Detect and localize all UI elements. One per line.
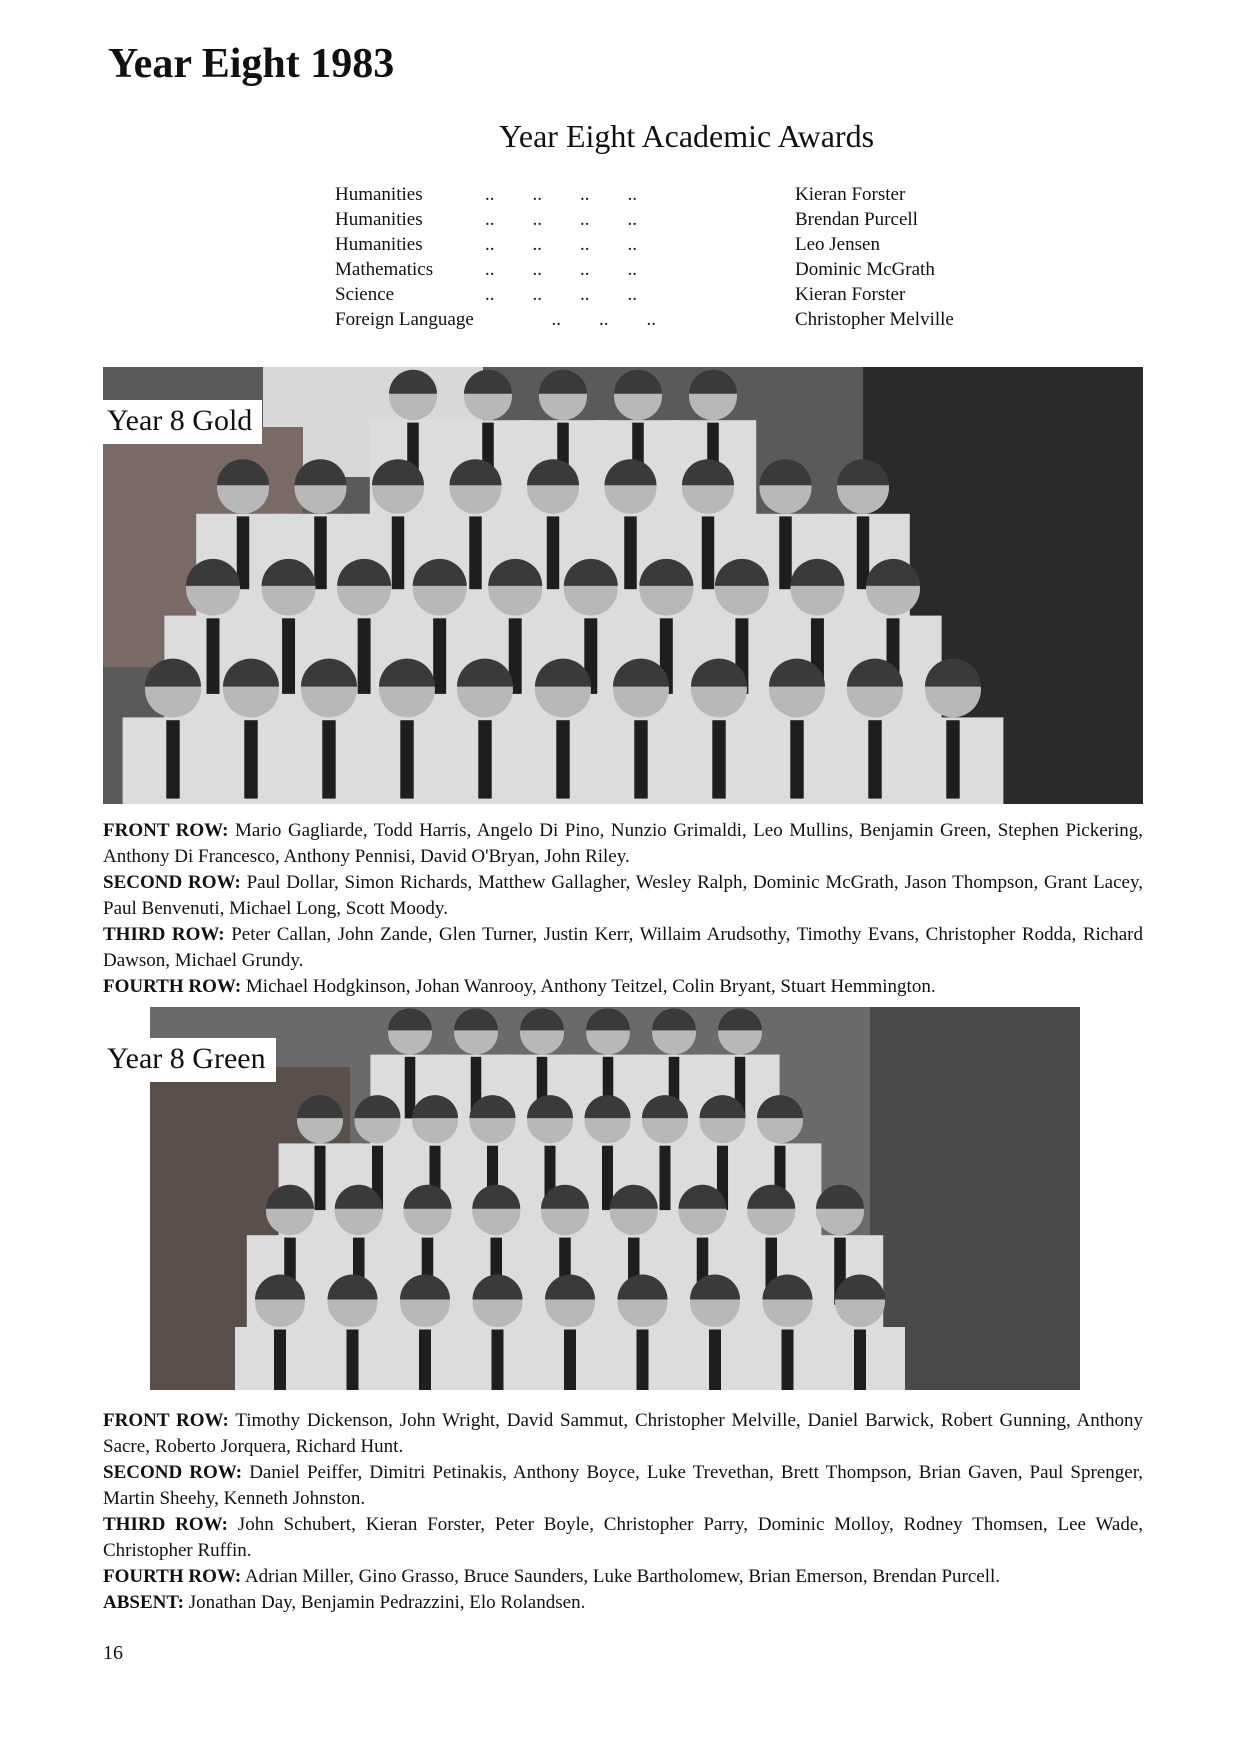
caption-gold [103,818,1143,1000]
caption-row-names: Timothy Dickenson, John Wright, David Sammut, Christopher Melville, Daniel Barwick, Robert Gunning, Anthony Sacre, Roberto Jorquera, Richard Hunt. [103,1410,1143,1457]
caption-row [103,974,1143,1000]
caption-row [103,818,1143,870]
caption-row-heading: ABSENT: [103,1592,184,1613]
caption-row [103,1590,1143,1616]
award-row [335,257,1055,282]
group-photo-green-illustration [150,1007,1080,1390]
caption-row-heading: THIRD ROW: [103,924,225,945]
award-winner: Kieran Forster [795,284,906,305]
photo-label-gold: Year 8 Gold [103,400,262,444]
award-leader-dots: .. .. .. .. [485,284,637,305]
caption-row-names: Mario Gagliarde, Todd Harris, Angelo Di Pino, Nunzio Grimaldi, Leo Mullins, Benjamin Green, Stephen Pickering, Anthony Di Francesco, Anthony Pennisi, David O'Bryan, John Riley. [103,820,1144,867]
award-subject: Foreign Language [335,309,474,330]
caption-row-heading: FOURTH ROW: [103,1566,242,1587]
caption-row [103,1460,1143,1512]
award-subject: Humanities [335,209,423,230]
caption-row [103,870,1143,922]
award-row [335,307,1055,332]
award-row [335,207,1055,232]
caption-row [103,1564,1143,1590]
award-subject: Mathematics [335,259,434,280]
award-subject: Humanities [335,184,423,205]
award-leader-dots: .. .. .. .. [485,209,637,230]
award-winner: Christopher Melville [795,309,954,330]
caption-row-heading: THIRD ROW: [103,1514,228,1535]
caption-row-names: Paul Dollar, Simon Richards, Matthew Gallagher, Wesley Ralph, Dominic McGrath, Jason Thompson, Grant Lacey, Paul Benvenuti, Michael Long, Scott Moody. [103,872,1143,919]
caption-row-names: Adrian Miller, Gino Grasso, Bruce Saunders, Luke Bartholomew, Brian Emerson, Brendan Purcell. [244,1566,1001,1587]
caption-row-heading: SECOND ROW: [103,1462,243,1483]
caption-row [103,1512,1143,1564]
award-row [335,232,1055,257]
photo-label-green: Year 8 Green [103,1038,276,1082]
caption-row [103,922,1143,974]
award-winner: Leo Jensen [795,234,880,255]
caption-row-heading: SECOND ROW: [103,872,241,893]
award-leader-dots: .. .. .. .. [485,234,637,255]
award-leader-dots: .. .. .. [485,309,656,330]
caption-row-heading: FRONT ROW: [103,1410,229,1431]
award-leader-dots: .. .. .. .. [485,184,637,205]
award-leader-dots: .. .. .. .. [485,259,637,280]
caption-row-names: John Schubert, Kieran Forster, Peter Boyle, Christopher Parry, Dominic Molloy, Rodney Thomsen, Lee Wade, Christopher Ruffin. [103,1514,1144,1561]
award-winner: Brendan Purcell [795,209,918,230]
award-row [335,182,1055,207]
awards-title: Year Eight Academic Awards [498,118,875,154]
awards-table [335,182,1055,332]
award-row [335,282,1055,307]
caption-row [103,1408,1143,1460]
award-winner: Dominic McGrath [795,259,935,280]
caption-row-names: Peter Callan, John Zande, Glen Turner, Justin Kerr, Willaim Arudsothy, Timothy Evans, Christopher Rodda, Richard Dawson, Michael Grundy. [103,924,1143,971]
class-photo-green [150,1007,1080,1390]
caption-green [103,1408,1143,1616]
award-winner: Kieran Forster [795,184,906,205]
caption-row-heading: FOURTH ROW: [103,976,242,997]
award-subject: Science [335,284,395,305]
caption-row-names: Michael Hodgkinson, Johan Wanrooy, Anthony Teitzel, Colin Bryant, Stuart Hemmington. [245,976,936,997]
caption-row-heading: FRONT ROW: [103,820,229,841]
award-subject: Humanities [335,234,423,255]
caption-row-names: Jonathan Day, Benjamin Pedrazzini, Elo Rolandsen. [188,1592,586,1613]
page-number: 16 [103,1642,123,1664]
page-title: Year Eight 1983 [108,41,395,87]
caption-row-names: Daniel Peiffer, Dimitri Petinakis, Anthony Boyce, Luke Trevethan, Brett Thompson, Brian Gaven, Paul Sprenger, Martin Sheehy, Kenneth Johnston. [103,1462,1144,1509]
